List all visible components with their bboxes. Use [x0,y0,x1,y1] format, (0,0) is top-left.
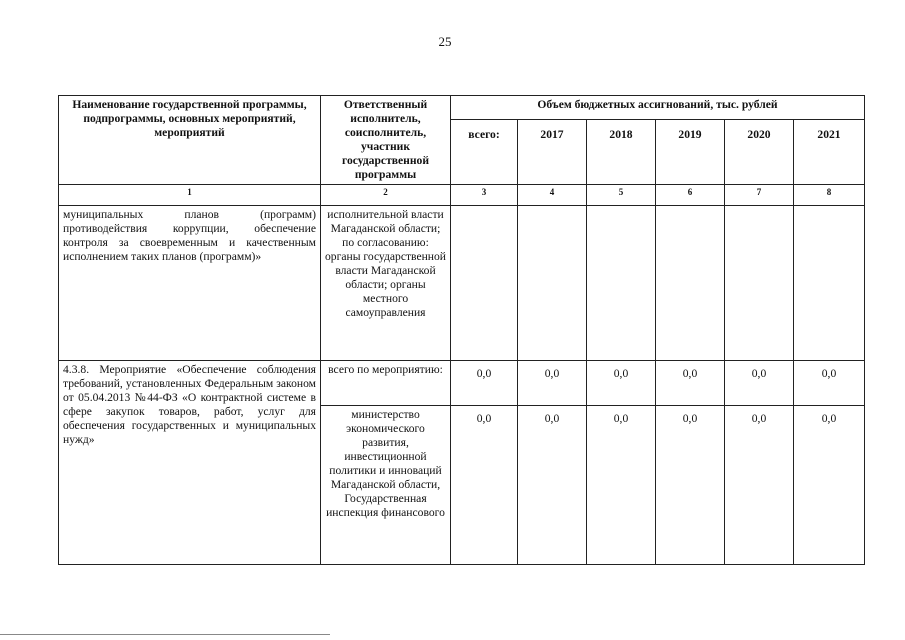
value-cell: 0,0 [451,361,518,406]
column-number: 3 [451,185,518,206]
column-number: 4 [518,185,587,206]
table-row [59,206,865,361]
value-cell [656,206,725,361]
value-cell [725,206,794,361]
header-total: всего: [451,119,518,184]
row-executor-cell: всего по мероприятию: [321,361,451,406]
value-cell: 0,0 [518,406,587,565]
page-number: 25 [438,34,452,49]
value-cell: 0,0 [656,406,725,565]
value-cell: 0,0 [587,406,656,565]
column-number: 1 [59,185,321,206]
value-cell: 0,0 [587,361,656,406]
value-cell [518,206,587,361]
value-cell: 0,0 [794,361,865,406]
column-number: 8 [794,185,865,206]
value-cell: 0,0 [725,406,794,565]
header-year: 2017 [518,119,587,184]
header-year: 2018 [587,119,656,184]
budget-allocation-table [58,95,865,565]
header-name-column: Наименование государственной программы, подпрограммы, основных мероприятий, мероприятий [59,96,321,185]
value-cell: 0,0 [725,361,794,406]
column-number: 6 [656,185,725,206]
value-cell: 0,0 [794,406,865,565]
bottom-divider [0,634,330,635]
table-row [59,361,865,406]
header-volume-column: Объем бюджетных ассигнований, тыс. рублей [451,96,865,120]
value-cell [587,206,656,361]
row-name-cell: 4.3.8. Мероприятие «Обеспечение соблюдения требований, установленных Федеральным законом от 05.04.2013 №44-ФЗ «О контрактной системе в сфере закупок товаров, работ, услуг для обеспечения государственных и муниципальных нужд» [59,361,321,565]
row-executor-cell: министерство экономического развития, инвестиционной политики и инноваций Магаданской области, Государственная инспекция финансового [321,406,451,565]
row-name-cell: муниципальных планов (программ) противодействия коррупции, обеспечение контроля за своевременным и качественным исполнением таких планов (программ)» [59,206,321,361]
header-year: 2019 [656,119,725,184]
column-number: 2 [321,185,451,206]
header-executor-column: Ответственный исполнитель, соисполнитель, участник государственной программы [321,96,451,185]
header-year: 2020 [725,119,794,184]
value-cell: 0,0 [656,361,725,406]
value-cell: 0,0 [451,406,518,565]
column-number: 5 [587,185,656,206]
value-cell [451,206,518,361]
value-cell [794,206,865,361]
column-number: 7 [725,185,794,206]
value-cell: 0,0 [518,361,587,406]
header-year: 2021 [794,119,865,184]
column-number-row [59,185,865,206]
row-executor-cell: исполнительной власти Магаданской области; по согласованию: органы государственной власти Магаданской области; органы местного самоуправления [321,206,451,361]
